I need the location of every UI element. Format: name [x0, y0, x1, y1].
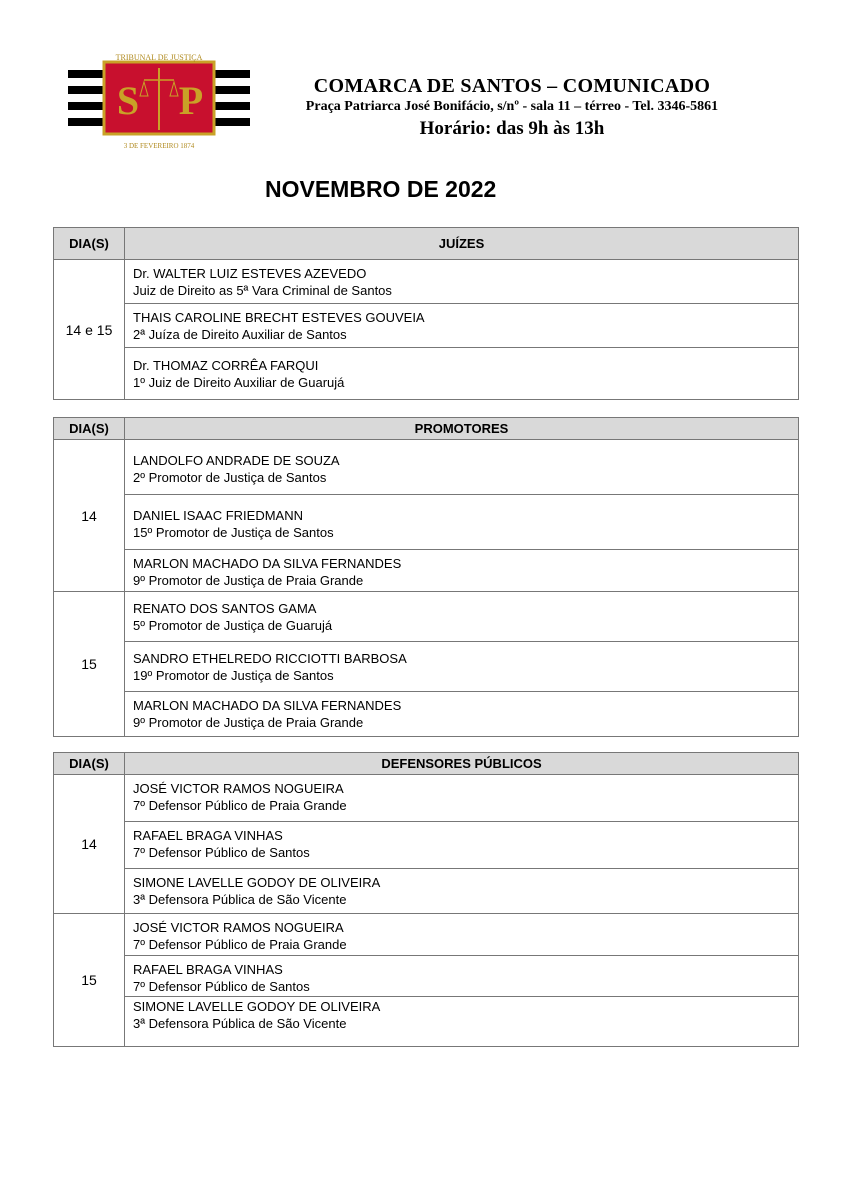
tjsp-logo — [66, 52, 252, 152]
person-role: 1º Juiz de Direito Auxiliar de Guarujá — [133, 375, 345, 390]
person-role: 5º Promotor de Justiça de Guarujá — [133, 618, 333, 633]
person-role: 3ª Defensora Pública de São Vicente — [133, 892, 347, 907]
day-cell: 14 — [54, 440, 125, 592]
person-name: THAIS CAROLINE BRECHT ESTEVES GOUVEIA — [133, 310, 425, 325]
person-cell — [125, 495, 799, 550]
person-cell — [125, 348, 799, 400]
person-name: RENATO DOS SANTOS GAMA — [133, 601, 317, 616]
col-day-header: DIA(S) — [54, 228, 125, 260]
person-name: JOSÉ VICTOR RAMOS NOGUEIRA — [133, 920, 344, 935]
defensores-table — [53, 752, 799, 1047]
person-cell — [125, 550, 799, 592]
person-cell — [125, 869, 799, 914]
person-cell — [125, 440, 799, 495]
logo-bottom-text: 3 DE FEVEREIRO 1874 — [123, 142, 195, 150]
person-cell — [125, 914, 799, 956]
day-cell: 14 e 15 — [54, 260, 125, 400]
person-name: JOSÉ VICTOR RAMOS NOGUEIRA — [133, 781, 344, 796]
col-day-header: DIA(S) — [54, 753, 125, 775]
person-cell — [125, 997, 799, 1047]
person-name: RAFAEL BRAGA VINHAS — [133, 962, 283, 977]
svg-text:P: P — [178, 78, 204, 123]
person-name: MARLON MACHADO DA SILVA FERNANDES — [133, 698, 402, 713]
person-cell — [125, 304, 799, 348]
header-hours: Horário: das 9h às 13h — [419, 118, 605, 139]
day-cell: 15 — [54, 914, 125, 1047]
person-name: RAFAEL BRAGA VINHAS — [133, 828, 283, 843]
person-role: 7º Defensor Público de Praia Grande — [133, 937, 347, 952]
person-cell — [125, 956, 799, 997]
col-role-header: DEFENSORES PÚBLICOS — [125, 753, 799, 775]
logo-top-text: TRIBUNAL DE JUSTIÇA — [115, 53, 203, 62]
person-cell — [125, 692, 799, 737]
person-cell — [125, 260, 799, 304]
person-cell — [125, 642, 799, 692]
header-title: COMARCA DE SANTOS – COMUNICADO — [313, 75, 711, 97]
person-role: 7º Defensor Público de Santos — [133, 845, 310, 860]
person-name: LANDOLFO ANDRADE DE SOUZA — [133, 453, 340, 468]
col-day-header: DIA(S) — [54, 418, 125, 440]
header-address: Praça Patriarca José Bonifácio, s/nº - sala 11 – térreo - Tel. 3346-5861 — [305, 99, 719, 114]
person-role: 2ª Juíza de Direito Auxiliar de Santos — [133, 327, 347, 342]
person-role: 3ª Defensora Pública de São Vicente — [133, 1016, 347, 1031]
col-role-header: JUÍZES — [125, 228, 799, 260]
promotores-table — [53, 417, 799, 737]
month-title: NOVEMBRO DE 2022 — [265, 176, 497, 202]
person-role: 15º Promotor de Justiça de Santos — [133, 525, 334, 540]
person-name: Dr. THOMAZ CORRÊA FARQUI — [133, 358, 319, 373]
day-cell: 14 — [54, 775, 125, 914]
person-role: 9º Promotor de Justiça de Praia Grande — [133, 715, 364, 730]
document-header — [262, 74, 762, 142]
person-cell — [125, 822, 799, 869]
person-name: MARLON MACHADO DA SILVA FERNANDES — [133, 556, 402, 571]
person-role: 7º Defensor Público de Santos — [133, 979, 310, 994]
person-role: 19º Promotor de Justiça de Santos — [133, 668, 334, 683]
person-role: 2º Promotor de Justiça de Santos — [133, 470, 327, 485]
person-name: DANIEL ISAAC FRIEDMANN — [133, 508, 303, 523]
person-cell — [125, 775, 799, 822]
person-name: Dr. WALTER LUIZ ESTEVES AZEVEDO — [133, 266, 367, 281]
person-name: SANDRO ETHELREDO RICCIOTTI BARBOSA — [133, 651, 407, 666]
juizes-table — [53, 227, 799, 400]
person-name: SIMONE LAVELLE GODOY DE OLIVEIRA — [133, 999, 381, 1014]
person-role: 7º Defensor Público de Praia Grande — [133, 798, 347, 813]
person-cell — [125, 592, 799, 642]
col-role-header: PROMOTORES — [125, 418, 799, 440]
svg-text:S: S — [116, 78, 140, 123]
person-role: 9º Promotor de Justiça de Praia Grande — [133, 573, 364, 588]
day-cell: 15 — [54, 592, 125, 737]
person-role: Juiz de Direito as 5ª Vara Criminal de Santos — [133, 283, 392, 298]
person-name: SIMONE LAVELLE GODOY DE OLIVEIRA — [133, 875, 381, 890]
